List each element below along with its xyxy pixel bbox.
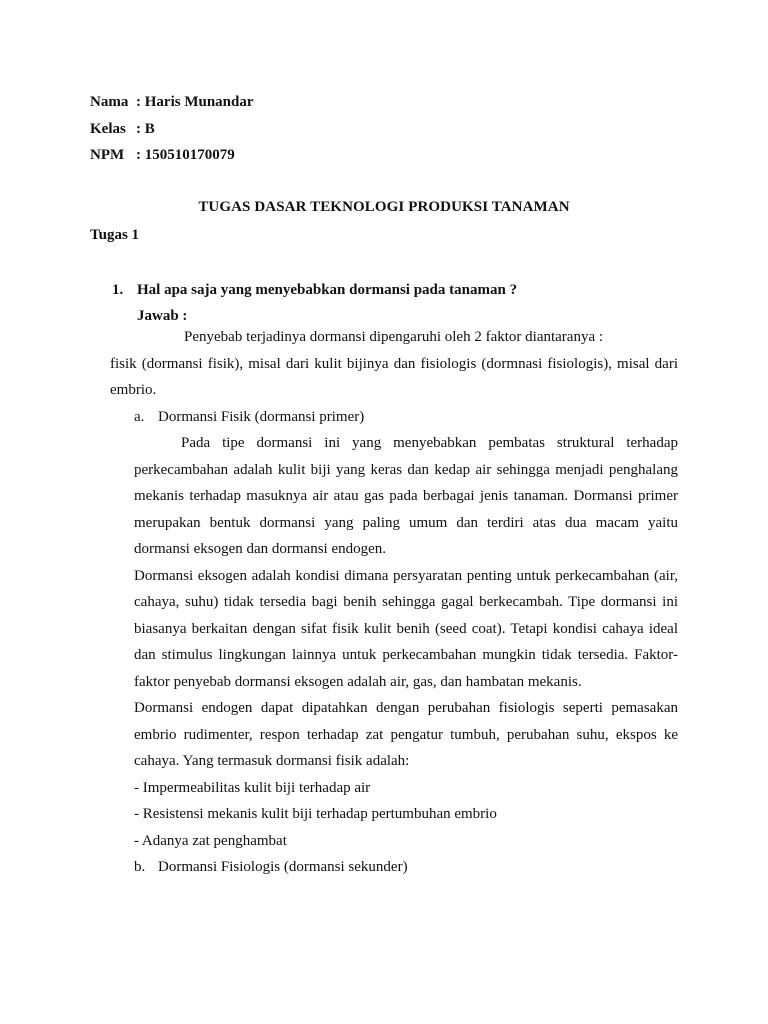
item-a-heading: [134, 404, 678, 431]
header-class-line: [90, 120, 155, 138]
item-a-marker: a.: [134, 408, 145, 425]
item-b-heading: [134, 854, 678, 881]
endogen-paragraph: Dormansi endogen dapat dipatahkan dengan perubahan fisiologis seperti pemasakan embrio rudimenter, respon terhadap zat pengatur tumbuh, perubahan suhu, ekspos ke cahaya. Yang termasuk dormansi fisik adalah:: [134, 700, 678, 769]
item-b-marker: b.: [134, 859, 146, 875]
intro-paragraph: Penyebab terjadinya dormansi dipengaruhi oleh 2 faktor diantaranya :: [184, 329, 604, 345]
class-label: Kelas: [90, 121, 126, 137]
question-line: [112, 282, 517, 299]
item-b-title: Dormansi Fisiologis (dormansi sekunder): [158, 859, 408, 875]
document-title: TUGAS DASAR TEKNOLOGI PRODUKSI TANAMAN: [198, 199, 570, 215]
question-text: Hal apa saja yang menyebabkan dormansi pada tanaman ?: [137, 282, 518, 298]
exogen-paragraph: Dormansi eksogen adalah kondisi dimana persyaratan penting untuk perkecambahan (air, cahaya, suhu) tidak tersedia bagi benih sehingga gagal berkecambah. Tipe dormansi ini biasanya berkaitan dengan sifat fisik kulit benih (seed coat). Tetapi kondisi cahaya ideal dan stimulus lingkungan lainnya untuk perkecambahan mungkin tidak tersedia. Faktor-faktor penyebab dormansi eksogen adalah air, gas, dan hambatan mekanis.: [134, 567, 678, 690]
npm-label: NPM: [90, 147, 125, 163]
bullet-item: - Impermeabilitas kulit biji terhadap air: [134, 779, 371, 796]
class-value: : B: [136, 121, 155, 137]
answer-body: [110, 324, 678, 881]
item-a-body: Pada tipe dormansi ini yang menyebabkan pembatas struktural terhadap perkecambahan adalah kulit biji yang keras dan kedap air sehingga menjadi penghalang mekanis terhadap masuknya air atau gas pada berbagai jenis tanaman. Dormansi primer merupakan bentuk dormansi yang paling umum dan terdiri atas dua macam yaitu dormansi eksogen dan dormansi endogen.: [134, 435, 678, 557]
name-value: : Haris Munandar: [136, 94, 254, 110]
intro-continuation: fisik (dormansi fisik), misal dari kulit bijinya dan fisiologis (dormnasi fisiologis), misal dari embrio.: [110, 355, 678, 398]
bullet-item: - Adanya zat penghambat: [134, 832, 287, 849]
answer-label: Jawab :: [137, 308, 188, 324]
question-number: 1.: [112, 282, 124, 298]
npm-value: : 150510170079: [136, 147, 235, 163]
header-npm-line: [90, 146, 235, 164]
assignment-label: Tugas 1: [90, 227, 140, 243]
item-a-title: Dormansi Fisik (dormansi primer): [158, 408, 365, 425]
header-name-line: [90, 93, 254, 111]
bullet-item: - Resistensi mekanis kulit biji terhadap pertumbuhan embrio: [134, 806, 497, 822]
name-label: Nama: [90, 94, 129, 110]
